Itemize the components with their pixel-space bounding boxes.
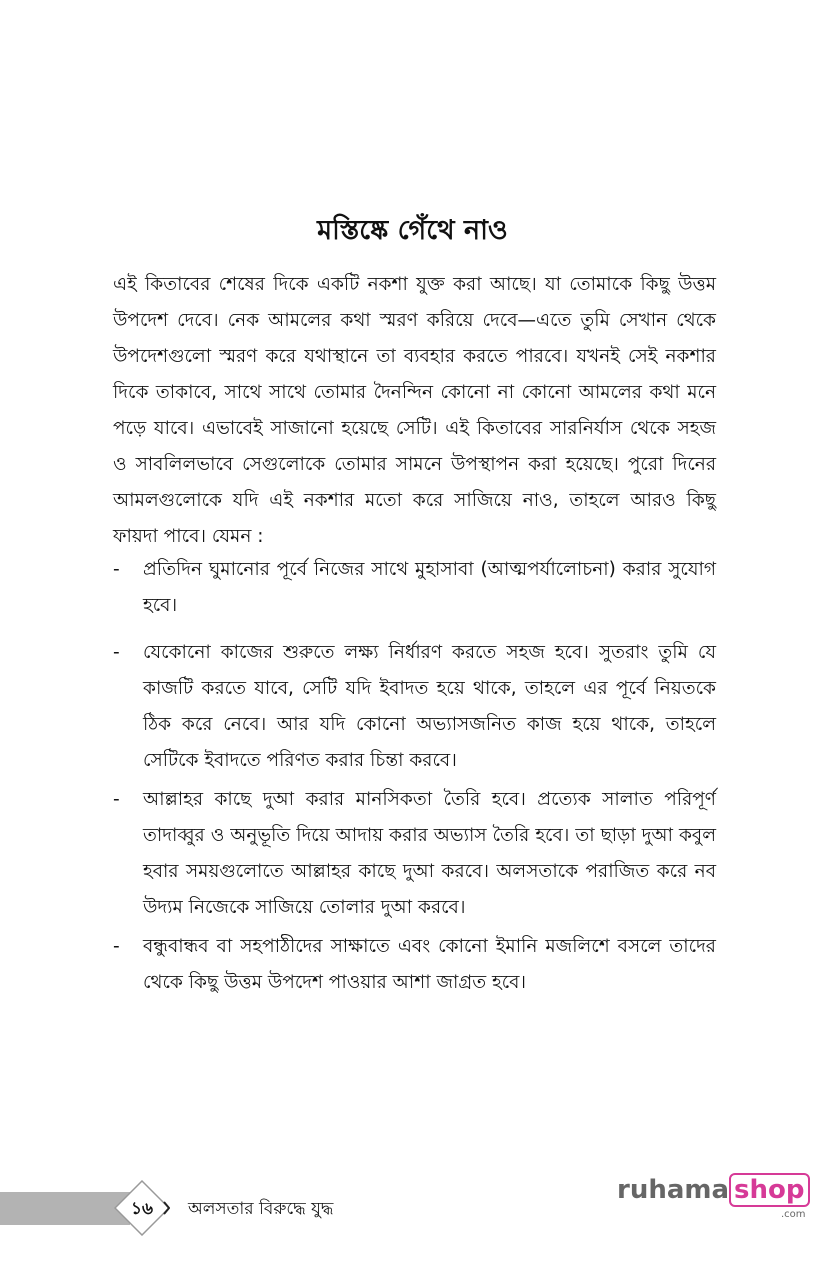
intro-paragraph: এই কিতাবের শেষের দিকে একটি নকশা যুক্ত করা আছে। যা তোমাকে কিছু উত্তম উপদেশ দেবে। নেক আমলের কথা স্মরণ করিয়ে দেবে—এতে তুমি সেখান থেকে উপদেশগুলো স্মরণ করে যথাস্থানে তা ব্যবহার করতে পারবে। যখনই সেই নকশার দিকে তাকাবে, সাথে সাথে তোমার দৈনন্দিন কোনো না কোনো আমলের কথা মনে পড়ে যাবে। এভাবেই সাজানো হয়েছে সেটি। এই কিতাবের সারনির্যাস থেকে সহজ ও সাবলিলভাবে সেগুলোকে তোমার সামনে উপস্থাপন করা হয়েছে। পুরো দিনের আমলগুলোকে যদি এই নকশার মতো করে সাজিয়ে নাও, তাহলে আরও কিছু ফায়দা পাবে। যেমন : xyxy=(113,274,716,547)
bullet-dash: - xyxy=(113,936,120,957)
page-title: মস্তিষ্কে গেঁথে নাও xyxy=(317,215,508,246)
list-item-text: আল্লাহর কাছে দুআ করার মানসিকতা তৈরি হবে। প্রত্যেক সালাত পরিপূর্ণ তাদাব্বুর ও অনুভূতি দিয়ে আদায় করার অভ্যাস তৈরি হবে। তা ছাড়া দুআ কবুল হবার সময়গুলোতে আল্লাহর কাছে দুআ করবে। অলসতাকে পরাজিত করে নব উদ্যম নিজেকে সাজিয়ে তোলার দুআ করবে। xyxy=(143,789,716,918)
bullet-dash: - xyxy=(113,559,120,580)
page-number: ১৬ xyxy=(130,1199,154,1219)
logo-text: ruhama xyxy=(617,1175,730,1205)
list-item-text: যেকোনো কাজের শুরুতে লক্ষ্য নির্ধারণ করতে সহজ হবে। সুতরাং তুমি যে কাজটি করতে যাবে, সেটি যদি ইবাদত হয়ে থাকে, তাহলে এর পূর্বে নিয়তকে ঠিক করে নেবে। আর যদি কোনো অভ্যাসজনিত কাজ হয়ে থাকে, তাহলে সেটিকে ইবাদতে পরিণত করার চিন্তা করবে। xyxy=(143,642,716,771)
list-item xyxy=(113,635,716,779)
list-item xyxy=(113,782,716,926)
bullet-dash: - xyxy=(113,789,120,810)
list-item-text: বন্ধুবান্ধব বা সহপাঠীদের সাক্ষাতে এবং কোনো ইমানি মজলিশে বসলে তাদের থেকে কিছু উত্তম উপদেশ পাওয়ার আশা জাগ্রত হবে। xyxy=(143,936,716,993)
list-item xyxy=(113,929,716,1001)
book-title: অলসতার বিরুদ্ধে যুদ্ধ xyxy=(188,1199,334,1219)
logo-accent: shop xyxy=(729,1173,809,1207)
list-item xyxy=(113,552,716,624)
logo-suffix: .com xyxy=(780,1209,806,1220)
list-item-text: প্রতিদিন ঘুমানোর পূর্বে নিজের সাথে মুহাসাবা (আত্মপর্যালোচনা) করার সুযোগ হবে। xyxy=(143,559,716,616)
bullet-dash: - xyxy=(113,642,120,663)
footer-band xyxy=(0,1192,130,1225)
publisher-logo xyxy=(617,1175,810,1220)
